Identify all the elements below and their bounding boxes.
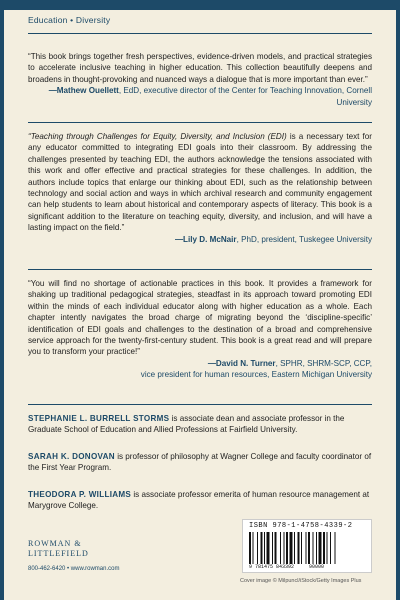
top-bar [4,0,396,10]
image-credit: Cover image © Milpuncl/iStock/Getty Images Plus [240,578,362,584]
author-bio-1 [28,413,372,436]
endorser-role: , PhD, president, Tuskegee University [236,234,372,244]
author-bio-3 [28,489,372,512]
endorser-name: —David N. Turner [207,358,276,368]
book-title-italic: “Teaching through Challenges for Equity, Diversity, and Inclusion (EDI) [28,132,287,141]
endorsement-text: is a necessary text for any educator committed to integrating EDI goals into their classroom. By addressing the challenges presented by teaching EDI, the authors acknowledge the tensions associated with this work and offer effective and practical strategies for these challenges. In addition, the authors include topics that enlarge our thinking about EDI, such as the relationship between technology and social action and ways in which archival research and community engagement can help students to learn about historical and contemporary aspects of literacy. This book is a significant addition to the literature on teaching equity, diversity, and inclusion, and will have a lasting impact on the field.” [28,132,372,233]
category-label: Education • Diversity [28,15,111,25]
author-name: SARAH K. DONOVAN [28,452,115,461]
divider [28,404,372,405]
endorsement-attribution [28,234,372,245]
publisher-logo [28,539,89,559]
endorsement-1 [28,51,372,108]
endorser-role: , SPHR, SHRM-SCP, CCP, [275,358,372,368]
barcode-number: 9 781475 843392 [249,564,295,570]
endorsement-attribution [28,85,372,108]
author-bio-text: is associate dean and associate professor in the Graduate School of Education and Allied Professions at Fairfield University. [28,414,345,435]
divider [28,269,372,270]
publisher-logo-line1: ROWMAN & [28,539,82,548]
isbn-label: ISBN 978-1-4758-4339-2 [249,522,353,530]
author-bio-text: is professor of philosophy at Wagner College and faculty coordinator of the First Year Program. [28,452,372,473]
divider [28,122,372,123]
endorsement-attribution [28,358,372,369]
endorsement-2 [28,131,372,245]
barcode-price-code: 90000 [309,564,325,570]
endorser-name: —Lily D. McNair [174,234,237,244]
barcode-bars [249,532,367,564]
endorser-name: —Mathew Ouellett [48,86,119,96]
barcode [242,519,372,573]
endorsement-3 [28,278,372,381]
divider [28,33,372,34]
endorsement-text: “You will find no shortage of actionable practices in this book. It provides a framework for shaking up traditional pedagogical strategies, steadfast in its approach toward promoting EDI within the minds of each individual educator along with higher education as a whole. Each chapter intently navigates the broad charge of migrating beyond the ‘discipline-specific’ identification of EDI goals and challenges to the destination of a broad and comprehensive service approach for the twenty-first-century student. This book is a great read and will prepare you to transform your practice!” [28,279,372,357]
endorser-role: , EdD, executive director of the Center for Teaching Innovation, Cornell University [118,86,372,107]
author-name: THEODORA P. WILLIAMS [28,490,132,499]
endorsement-text: “This book brings together fresh perspectives, evidence-driven models, and practical strategies to accelerate inclusive teaching in higher education. This collection beautifully deepens and broadens in thought-provoking and nuanced ways a dialogue that is more important than ever.” [28,52,372,84]
publisher-logo-line2: LITTLEFIELD [28,549,89,558]
author-bio-2 [28,451,372,474]
author-name: STEPHANIE L. BURRELL STORMS [28,414,170,423]
barcode-digits [249,564,324,570]
endorser-role-line2: vice president for human resources, Eastern Michigan University [140,370,372,380]
publisher-contact: 800-462-6420 • www.rowman.com [28,566,120,572]
author-bio-text: is associate professor emerita of human resource management at Marygrove College. [28,490,370,511]
